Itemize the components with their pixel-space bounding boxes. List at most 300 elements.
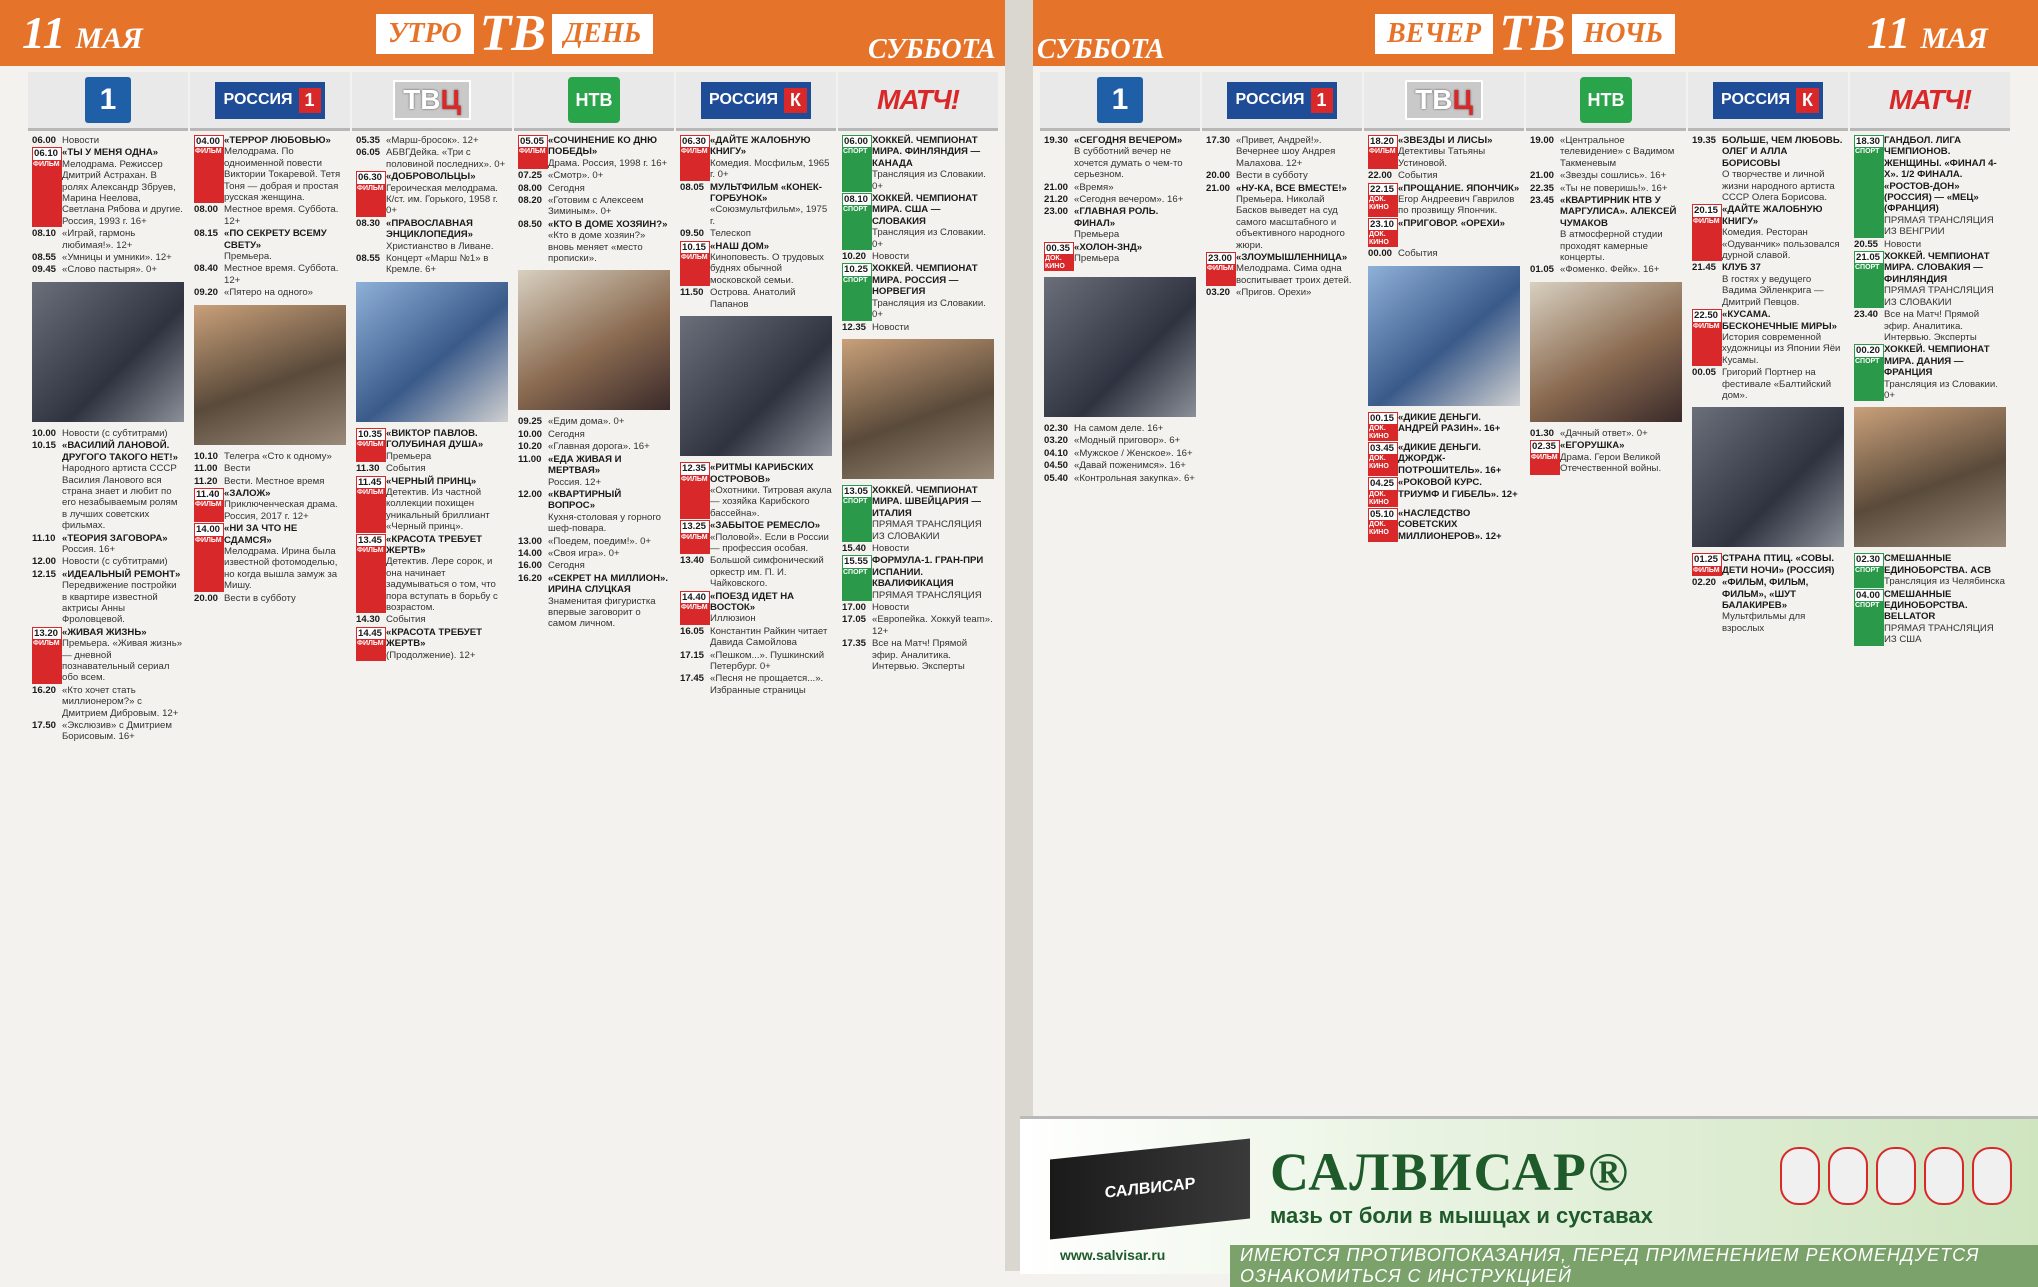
schedule-item (680, 241, 832, 287)
schedule-item (1044, 194, 1196, 205)
program-description: Детектив. Из частной коллекции похищен уникальный бриллиант «Черный принц». (386, 486, 490, 533)
brand-day: ДЕНЬ (552, 14, 653, 54)
broadcast-time: 00.35 ДОК. КИНО (1044, 242, 1074, 271)
program-description: «Дачный ответ». 0+ (1560, 427, 1648, 439)
schedule-item (518, 548, 670, 559)
broadcast-time: 11.40 ФИЛЬМ (194, 488, 224, 522)
program-description: Телескоп (710, 228, 751, 240)
genre-tag: СПОРТ (843, 568, 868, 576)
program-title: «ГЛАВНАЯ РОЛЬ. ФИНАЛ» (1074, 206, 1159, 229)
program-title: «ЗВЕЗДЫ И ЛИСЫ» (1398, 135, 1493, 146)
program-description: Сегодня (548, 428, 585, 440)
program-title: «ПРИГОВОР. «ОРЕХИ» (1398, 217, 1505, 229)
genre-tag: ФИЛЬМ (357, 640, 384, 648)
broadcast-time: 03.45 ДОК. КИНО (1368, 442, 1398, 476)
program-title: «ДОБРОВОЛЬЦЫ» (386, 171, 476, 183)
program-description: «Кто хочет стать миллионером?» с Дмитрием Дибровым. 12+ (62, 684, 179, 719)
program-description: В атмосферной студии проходят камерные концерты. (1560, 229, 1663, 264)
program-description: Трансляция из Словакии. 0+ (1884, 378, 1998, 401)
broadcast-time: 19.00 (1530, 135, 1555, 146)
schedule-list (28, 131, 188, 743)
broadcast-time: 08.05 (680, 181, 705, 193)
schedule-item (356, 171, 508, 217)
broadcast-time: 23.00 ФИЛЬМ (1206, 252, 1236, 286)
genre-tag: ФИЛЬМ (357, 184, 384, 192)
program-description: «Сегодня вечером». 16+ (1074, 194, 1184, 206)
program-description: Все на Матч! Прямой эфир. Аналитика. Интервью. Эксперты (1884, 309, 1980, 343)
broadcast-time: 10.10 (194, 450, 219, 462)
broadcast-time: 05.40 (1044, 472, 1069, 484)
program-description: На самом деле. 16+ (1074, 423, 1164, 435)
program-description: События (1398, 170, 1438, 182)
broadcast-time: 20.00 (1206, 170, 1231, 182)
schedule-item (1530, 440, 1682, 474)
genre-tag: ФИЛЬМ (681, 475, 708, 483)
program-title: «ИДЕАЛЬНЫЙ РЕМОНТ» (62, 568, 181, 580)
channel-column (1202, 72, 1362, 647)
program-description: «Давай поженимся». 16+ (1074, 460, 1186, 472)
program-description: Кухня-столовая у горного шеф-повара. (548, 511, 661, 535)
broadcast-time: 21.00 (1044, 181, 1069, 193)
broadcast-time: 17.15 (680, 649, 705, 661)
program-description: «Едим дома». 0+ (548, 416, 625, 428)
program-description: Новости (с субтитрами) (62, 427, 168, 439)
left-weekday: СУББОТА (868, 34, 996, 65)
back-icon (1876, 1147, 1916, 1205)
program-description: Киноповесть. О трудовых буднях обычной московской семьи. (710, 252, 824, 286)
program-description: События (386, 463, 426, 475)
program-description: ПРЯМАЯ ТРАНСЛЯЦИЯ ИЗ ВЕНГРИИ (1884, 214, 1994, 238)
broadcast-time: 10.20 (518, 441, 543, 453)
program-title: «ДИКИЕ ДЕНЬГИ. ДЖОРДЖ-ПОТРОШИТЕЛЬ». 16+ (1398, 442, 1502, 476)
schedule-item (194, 523, 346, 591)
schedule-item (680, 626, 832, 649)
program-description: Сегодня (548, 560, 585, 572)
schedule-item (32, 252, 184, 263)
broadcast-time: 10.00 (32, 427, 57, 439)
schedule-item (1206, 183, 1358, 251)
program-description: «Поедем, поедим!». 0+ (548, 535, 652, 547)
schedule-item (194, 287, 346, 298)
schedule-item (1044, 182, 1196, 193)
program-title: ХОККЕЙ. ЧЕМПИОНАТ МИРА. ДАНИЯ — ФРАНЦИЯ (1884, 344, 1990, 379)
program-photo (356, 282, 508, 422)
brand-morning: УТРО (376, 14, 474, 54)
schedule-item (518, 454, 670, 488)
schedule-item (32, 428, 184, 439)
program-title: «КТО В ДОМЕ ХОЗЯИН?» (548, 218, 668, 230)
program-title: «ЗЛОУМЫШЛЕННИЦА» (1236, 252, 1348, 264)
broadcast-time: 06.05 (356, 147, 381, 159)
channel-logo-mark: РОССИЯ К (1713, 82, 1823, 119)
broadcast-time: 22.15 ДОК. КИНО (1368, 183, 1398, 217)
genre-tag: СПОРТ (1855, 601, 1880, 609)
program-description: «Кто в доме хозяин?» вновь меняет «место прописки». (548, 230, 646, 265)
genre-tag: СПОРТ (1855, 264, 1880, 272)
schedule-item (680, 228, 832, 239)
channel-logo (1364, 72, 1524, 131)
schedule-item (356, 463, 508, 474)
broadcast-time: 17.05 (842, 614, 867, 626)
program-description: Сегодня (548, 182, 585, 194)
broadcast-time: 03.20 (1206, 287, 1231, 299)
schedule-item (1206, 170, 1358, 181)
schedule-item (194, 204, 346, 227)
program-description: Мелодрама. Ирина была известной фотомоделью, но когда вышла замуж за Мишу. (224, 545, 338, 592)
program-description: Телегра «Сто к одному» (224, 450, 332, 462)
program-description: «Смотр». 0+ (548, 170, 604, 182)
program-title: «КВАРТИРНЫЙ ВОПРОС» (548, 488, 622, 512)
broadcast-time: 23.10 ДОК. КИНО (1368, 218, 1398, 247)
schedule-item (194, 463, 346, 474)
schedule-list (352, 131, 512, 661)
program-title: «ЖИВАЯ ЖИЗНЬ» (62, 626, 147, 638)
schedule-item (518, 170, 670, 181)
genre-tag: ФИЛЬМ (195, 148, 222, 156)
schedule-item (518, 219, 670, 265)
program-title: «КРАСОТА ТРЕБУЕТ ЖЕРТВ» (386, 533, 482, 556)
ad-brand: САЛВИСАР® (1270, 1142, 1631, 1202)
schedule-item (680, 135, 832, 181)
schedule-item (518, 573, 670, 630)
joint-icons (1780, 1147, 2012, 1205)
program-description: «Контрольная закупка». 6+ (1074, 472, 1195, 484)
schedule-item (680, 673, 832, 696)
schedule-item (680, 182, 832, 228)
schedule-item (1206, 287, 1358, 298)
genre-tag: ФИЛЬМ (1531, 453, 1558, 461)
program-description: Народного артиста СССР Василия Ланового вся страна знает и любит по его незабываемым ролям в лучших советских фильмах. (62, 463, 178, 532)
broadcast-time: 23.00 (1044, 206, 1069, 218)
broadcast-time: 10.15 (32, 440, 57, 452)
program-description: Россия. 12+ (548, 476, 602, 488)
program-photo (1368, 266, 1520, 406)
program-photo (1044, 277, 1196, 417)
schedule-item (356, 253, 508, 276)
schedule-item (1692, 367, 1844, 401)
genre-tag: ФИЛЬМ (681, 533, 708, 541)
broadcast-time: 20.55 (1854, 238, 1879, 250)
program-description: Константин Райкин читает Давида Самойлова (710, 625, 828, 649)
broadcast-time: 00.20 СПОРТ (1854, 344, 1884, 401)
program-description: Новости (872, 321, 910, 333)
schedule-item (1854, 135, 2006, 238)
program-title: «ПО СЕКРЕТУ ВСЕМУ СВЕТУ» (224, 228, 327, 251)
ad-site: www.salvisar.ru (1060, 1247, 1166, 1263)
elbow-icon (1828, 1147, 1868, 1205)
program-description: ПРЯМАЯ ТРАНСЛЯЦИЯ ИЗ США (1884, 622, 1994, 646)
broadcast-time: 02.30 (1044, 423, 1069, 435)
schedule-item (32, 440, 184, 531)
schedule-item (32, 228, 184, 251)
program-description: «Готовим с Алексеем Зиминым». 0+ (548, 195, 644, 218)
schedule-item (1530, 183, 1682, 194)
program-description: Концерт «Марш №1» в Кремле. 6+ (386, 253, 489, 276)
schedule-item (518, 441, 670, 452)
broadcast-time: 11.20 (194, 475, 218, 487)
wrist-icon (1972, 1147, 2012, 1205)
program-title: «ЗАЛОЖ» (224, 487, 271, 499)
schedule-list (1850, 131, 2010, 646)
broadcast-time: 15.40 (842, 542, 867, 554)
left-page-header (0, 0, 1005, 66)
broadcast-time: 10.00 (518, 428, 543, 440)
broadcast-time: 08.10 СПОРТ (842, 193, 872, 250)
channel-logo (1850, 72, 2010, 131)
schedule-item (1206, 252, 1358, 286)
program-description: «Половой». Если в России — профессия особая. (710, 531, 829, 554)
page-gutter (1005, 0, 1033, 1271)
program-description: «Пешком...». Пушкинский Петербург. 0+ (710, 649, 825, 672)
schedule-item (1692, 553, 1844, 576)
schedule-item (1368, 442, 1520, 476)
schedule-item (1692, 262, 1844, 308)
program-description: История современной художницы из Японии Яёи Кусамы. (1722, 331, 1841, 366)
broadcast-time: 09.45 (32, 264, 57, 276)
broadcast-time: 17.50 (32, 720, 57, 732)
program-description: Христианство в Ливане. (386, 240, 494, 252)
broadcast-time: 10.15 ФИЛЬМ (680, 241, 710, 287)
program-title: МУЛЬТФИЛЬМ «КОНЕК-ГОРБУНОК» (710, 181, 822, 205)
program-title: «СЕКРЕТ НА МИЛЛИОН». ИРИНА СЛУЦКАЯ (548, 572, 669, 596)
genre-tag: ФИЛЬМ (195, 501, 222, 509)
schedule-item (1530, 264, 1682, 275)
broadcast-time: 03.20 (1044, 435, 1069, 447)
schedule-item (518, 429, 670, 440)
schedule-item (32, 135, 184, 146)
schedule-item (680, 462, 832, 519)
program-description: «Охотники. Титровая акула — хозяйка Карибского бассейна». (710, 484, 832, 519)
program-photo (32, 282, 184, 422)
right-brand (1375, 5, 1675, 62)
broadcast-time: 02.20 (1692, 577, 1717, 589)
broadcast-time: 08.30 (356, 217, 381, 229)
program-description: Премьера (1074, 229, 1120, 241)
left-schedule-columns (28, 72, 1000, 744)
program-description: «Песня не прощается...». Избранные страницы (710, 673, 824, 696)
broadcast-time: 08.50 (518, 218, 543, 230)
right-weekday: СУББОТА (1037, 34, 1165, 65)
channel-column (676, 72, 836, 744)
program-description: Большой симфонический оркестр им. П. И. Чайковского. (710, 555, 824, 590)
genre-tag: ДОК. КИНО (1369, 521, 1389, 537)
schedule-item (842, 322, 994, 333)
broadcast-time: 06.10 ФИЛЬМ (32, 147, 62, 227)
program-description: Премьера. «Живая жизнь» — дневной познавательный сериал обо всем. (62, 638, 183, 684)
right-date: 11 МАЯ (1867, 7, 1988, 58)
channel-column (838, 72, 998, 744)
schedule-item (1368, 248, 1520, 259)
broadcast-time: 08.15 (194, 228, 219, 240)
program-description: Григорий Портнер на фестивале «Балтийский дом». (1722, 367, 1832, 401)
schedule-item (1530, 195, 1682, 263)
program-photo (194, 305, 346, 445)
channel-logo (352, 72, 512, 131)
program-title: «ХОЛОН-ЗНД» (1074, 241, 1143, 253)
program-description: «Слово пастыря». 0+ (62, 264, 157, 276)
schedule-item (1044, 135, 1196, 181)
broadcast-time: 08.55 (32, 252, 57, 264)
broadcast-time: 08.20 (518, 195, 543, 207)
schedule-item (356, 534, 508, 614)
broadcast-time: 22.50 ФИЛЬМ (1692, 309, 1722, 366)
schedule-item (518, 536, 670, 547)
program-description: События (1398, 248, 1438, 260)
program-description: «Центральное телевидение» с Вадимом Такменевым (1560, 135, 1675, 169)
genre-tag: ФИЛЬМ (1693, 217, 1720, 225)
channel-logo-mark: РОССИЯ 1 (215, 82, 324, 119)
schedule-item (194, 488, 346, 522)
program-description: «Привет, Андрей!». Вечернее шоу Андрея Малахова. 12+ (1236, 135, 1336, 169)
channel-logo-mark: НТВ (1580, 77, 1632, 123)
broadcast-time: 13.00 (518, 535, 543, 547)
program-title: «ПОЕЗД ИДЕТ НА ВОСТОК» (710, 590, 795, 613)
program-title: «ТЕОРИЯ ЗАГОВОРА» (62, 532, 168, 544)
genre-tag: СПОРТ (843, 148, 868, 156)
program-description: Комедия. Ресторан «Одуванчик» пользовался дурной славой. (1722, 227, 1840, 262)
genre-tag: ФИЛЬМ (33, 640, 60, 648)
genre-tag: ФИЛЬМ (195, 536, 222, 544)
schedule-item (1368, 508, 1520, 542)
schedule-item (32, 264, 184, 275)
schedule-item (1692, 577, 1844, 634)
product-package: САЛВИСАР (1050, 1138, 1250, 1239)
schedule-item (32, 685, 184, 719)
broadcast-time: 12.35 ФИЛЬМ (680, 462, 710, 519)
channel-column (190, 72, 350, 744)
broadcast-time: 21.20 (1044, 194, 1069, 206)
channel-column (514, 72, 674, 744)
schedule-item (1530, 170, 1682, 181)
broadcast-time: 06.00 (32, 135, 57, 146)
program-photo (1530, 282, 1682, 422)
program-title: «ПРАВОСЛАВНАЯ ЭНЦИКЛОПЕДИЯ» (386, 217, 473, 241)
genre-tag: СПОРТ (1855, 566, 1880, 574)
schedule-item (518, 183, 670, 194)
channel-column (352, 72, 512, 744)
program-description: «Фоменко. Фейк». 16+ (1560, 264, 1660, 276)
program-title: «ВИКТОР ПАВЛОВ. ГОЛУБИНАЯ ДУША» (386, 427, 484, 451)
channel-logo-mark: РОССИЯ 1 (1227, 82, 1336, 119)
schedule-item (680, 520, 832, 554)
shoulder-icon (1924, 1147, 1964, 1205)
program-photo (1854, 407, 2006, 547)
genre-tag: СПОРТ (1855, 357, 1880, 365)
broadcast-time: 04.00 ФИЛЬМ (194, 135, 224, 203)
program-description: «Звезды сошлись». 16+ (1560, 170, 1667, 182)
program-description: Острова. Анатолий Папанов (710, 287, 796, 310)
genre-tag: ФИЛЬМ (357, 488, 384, 496)
broadcast-time: 19.30 (1044, 135, 1069, 146)
channel-logo-mark: МАТЧ! (1889, 84, 1971, 115)
program-description: Егор Андреевич Гаврилов по прозвищу Япончик. (1398, 194, 1515, 217)
program-description: Детективы Татьяны Устиновой. (1398, 146, 1486, 169)
broadcast-time: 13.20 ФИЛЬМ (32, 627, 62, 684)
channel-logo (1202, 72, 1362, 131)
schedule-item (356, 218, 508, 252)
program-title: «ВАСИЛИЙ ЛАНОВОЙ. ДРУГОГО ТАКОГО НЕТ!» (62, 440, 178, 463)
program-description: Премьера. Николай Басков выведет на суд самого масштабного и объективного народного жюри. (1236, 194, 1345, 251)
broadcast-time: 01.30 (1530, 427, 1555, 439)
broadcast-time: 14.45 ФИЛЬМ (356, 627, 386, 661)
channel-logo-mark: НТВ (568, 77, 620, 123)
program-title: ХОККЕЙ. ЧЕМПИОНАТ МИРА. США — СЛОВАКИЯ (872, 193, 978, 227)
program-description: Вести (224, 463, 251, 475)
program-description: ПРЯМАЯ ТРАНСЛЯЦИЯ ИЗ СЛОВАКИИ (1884, 285, 1994, 308)
broadcast-time: 08.00 (518, 182, 543, 194)
program-description: Драма. Россия, 1998 г. 16+ (548, 157, 668, 169)
channel-column (1526, 72, 1686, 647)
channel-logo-mark: ТВЦ (393, 80, 471, 120)
schedule-item (194, 451, 346, 462)
schedule-list (1040, 131, 1200, 484)
program-description: Новости (1884, 238, 1922, 250)
program-description: Все на Матч! Прямой эфир. Аналитика. Интервью. Эксперты (872, 638, 968, 672)
program-photo (680, 316, 832, 456)
schedule-list (1364, 131, 1524, 542)
genre-tag: ФИЛЬМ (1369, 148, 1396, 156)
channel-logo-mark: 1 (85, 77, 131, 123)
program-title: «ПРОЩАНИЕ. ЯПОНЧИК» (1398, 182, 1520, 194)
program-title: ХОККЕЙ. ЧЕМПИОНАТ МИРА. ФИНЛЯНДИЯ — КАНАДА (872, 135, 981, 169)
channel-logo (190, 72, 350, 131)
channel-logo (514, 72, 674, 131)
program-title: СМЕШАННЫЕ ЕДИНОБОРСТВА. BELLATOR (1884, 588, 1968, 623)
broadcast-time: 16.20 (32, 684, 57, 696)
schedule-item (1368, 218, 1520, 247)
program-title: «НИ ЗА ЧТО НЕ СДАМСЯ» (224, 523, 298, 546)
broadcast-time: 11.50 (680, 287, 704, 299)
program-description: «Играй, гармонь любимая!». 12+ (62, 228, 136, 251)
program-title: БОЛЬШЕ, ЧЕМ ЛЮБОВЬ. ОЛЕГ И АЛЛА БОРИСОВЫ (1722, 135, 1843, 169)
program-description: Знаменитая фигуристка впервые заговорит о самом личном. (548, 595, 656, 630)
genre-tag: ФИЛЬМ (519, 148, 546, 156)
schedule-item (194, 135, 346, 203)
broadcast-time: 11.30 (356, 463, 380, 475)
program-description: ПРЯМАЯ ТРАНСЛЯЦИЯ (872, 589, 982, 601)
genre-tag: ФИЛЬМ (357, 441, 384, 449)
schedule-item (842, 263, 994, 320)
schedule-item (1206, 135, 1358, 169)
broadcast-time: 12.00 (518, 488, 543, 500)
program-description: «Союзмультфильм», 1975 г. (710, 204, 828, 227)
channel-logo (838, 72, 998, 131)
left-brand (376, 5, 653, 62)
schedule-item (680, 287, 832, 310)
schedule-item (1692, 204, 1844, 261)
brand-evening: ВЕЧЕР (1375, 14, 1493, 54)
program-description: Мелодрама. Режиссер Дмитрий Астрахан. В ролях Александр Збруев, Марина Неелова, Светлана Рябова и другие. Россия, 1993 г. 16+ (62, 158, 183, 227)
schedule-item (32, 556, 184, 567)
broadcast-time: 00.15 ДОК. КИНО (1368, 412, 1398, 441)
channel-logo (28, 72, 188, 131)
broadcast-time: 01.05 (1530, 264, 1555, 276)
broadcast-time: 22.00 (1368, 170, 1393, 182)
broadcast-time: 18.30 СПОРТ (1854, 135, 1884, 238)
schedule-item (1368, 477, 1520, 506)
schedule-item (356, 135, 508, 146)
schedule-item (1368, 412, 1520, 441)
schedule-item (1692, 309, 1844, 366)
schedule-item (518, 560, 670, 571)
broadcast-time: 22.35 (1530, 182, 1555, 194)
broadcast-time: 04.25 ДОК. КИНО (1368, 477, 1398, 506)
program-title: ХОККЕЙ. ЧЕМПИОНАТ МИРА. СЛОВАКИЯ — ФИНЛЯНДИЯ (1884, 251, 1990, 285)
broadcast-time: 18.20 ФИЛЬМ (1368, 135, 1398, 169)
schedule-item (1044, 242, 1196, 271)
program-photo (842, 339, 994, 479)
program-title: «НУ-КА, ВСЕ ВМЕСТЕ!» (1236, 182, 1347, 194)
